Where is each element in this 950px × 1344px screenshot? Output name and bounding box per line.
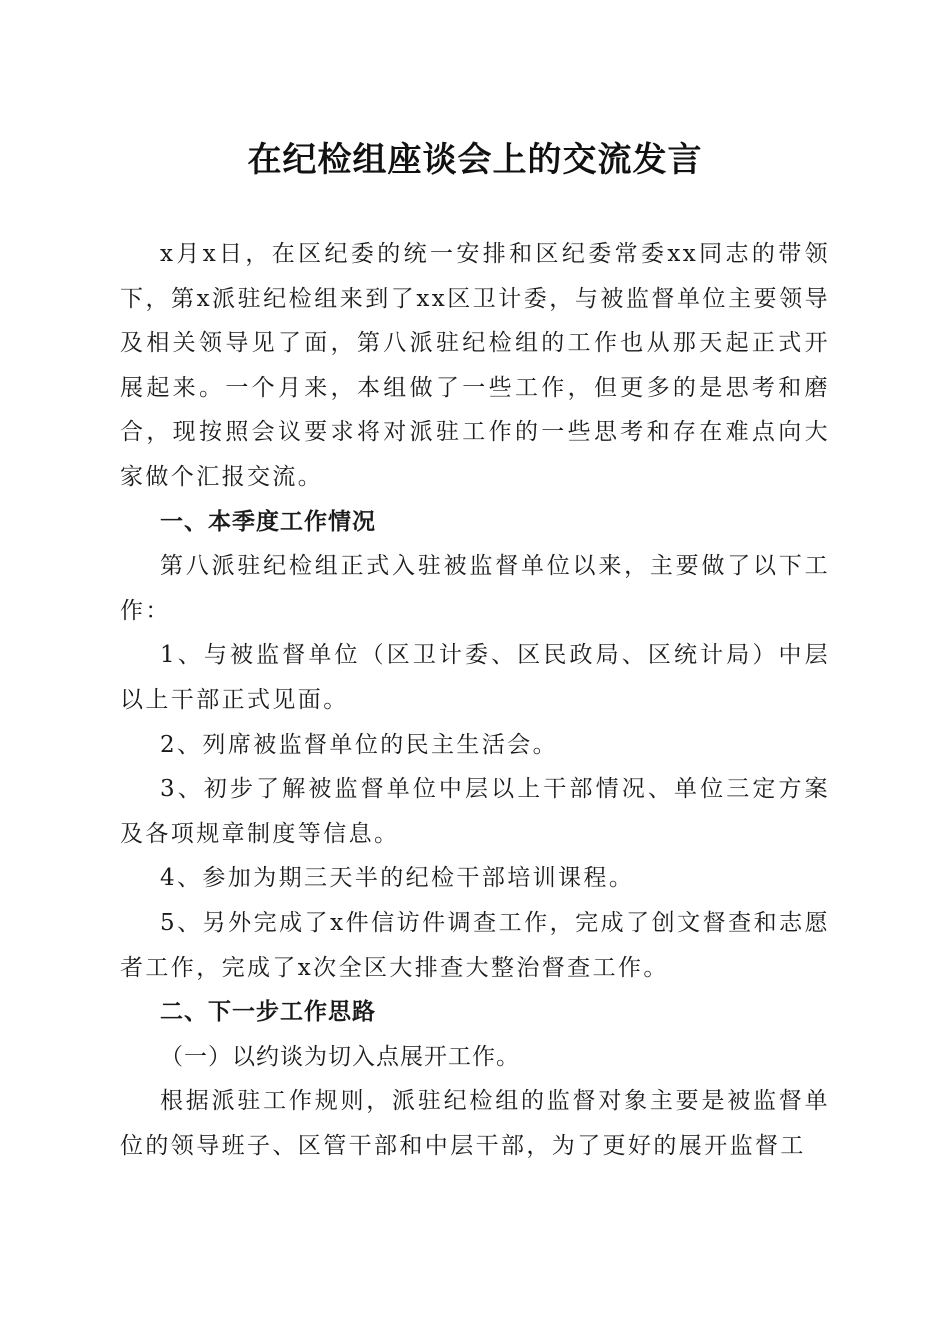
- intro-paragraph: x月x日，在区纪委的统一安排和区纪委常委xx同志的带领下，第x派驻纪检组来到了xx区卫计委，与被监督单位主要领导及相关领导见了面，第八派驻纪检组的工作也从那天起正式开展起来。一个月来，本组做了一些工作，但更多的是思考和磨合，现按照会议要求将对派驻工作的一些思考和存在难点向大家做个汇报交流。: [120, 241, 830, 490]
- list-item: 2、列席被监督单位的民主生活会。: [160, 731, 559, 758]
- list-item: 5、另外完成了x件信访件调查工作，完成了创文督查和志愿者工作，完成了x次全区大排查大整治督查工作。: [120, 909, 830, 981]
- document-title: 在纪检组座谈会上的交流发言: [247, 140, 703, 180]
- list-item: 4、参加为期三天半的纪检干部培训课程。: [160, 865, 635, 892]
- body-paragraph: 根据派驻工作规则，派驻纪检组的监督对象主要是被监督单位的领导班子、区管干部和中层干部，为了更好的展开监督工: [120, 1088, 830, 1159]
- subsection-heading: （一）以约谈为切入点展开工作。: [160, 1043, 520, 1070]
- section-intro-paragraph: 第八派驻纪检组正式入驻被监督单位以来，主要做了以下工作：: [120, 553, 830, 624]
- section-heading-current-quarter: 一、本季度工作情况: [160, 508, 376, 535]
- list-item: 3、初步了解被监督单位中层以上干部情况、单位三定方案及各项规章制度等信息。: [120, 776, 830, 847]
- document-body: [120, 232, 830, 1168]
- list-item: 1、与被监督单位（区卫计委、区民政局、区统计局）中层以上干部正式见面。: [120, 642, 830, 713]
- section-heading-next-steps: 二、下一步工作思路: [160, 999, 376, 1026]
